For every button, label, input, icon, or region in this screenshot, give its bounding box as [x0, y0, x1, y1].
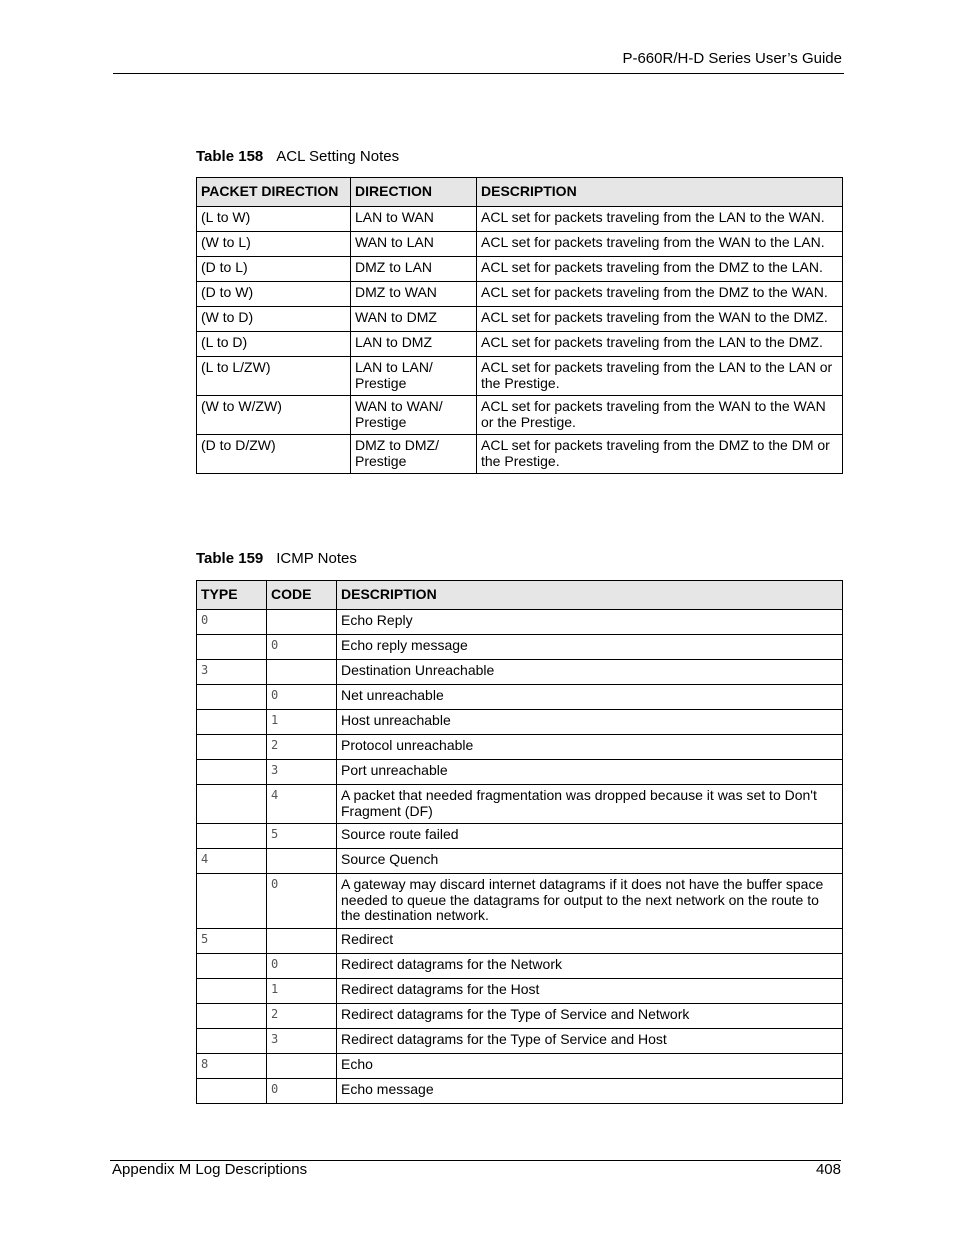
column-header: CODE — [267, 581, 337, 610]
table-header-row — [197, 178, 843, 207]
table-cell — [197, 874, 267, 929]
column-header: TYPE — [197, 581, 267, 610]
table-cell: 3 — [267, 760, 337, 785]
table-cell: WAN to DMZ — [351, 307, 477, 332]
table-cell: ACL set for packets traveling from the LAN to the DMZ. — [477, 332, 843, 357]
table-159-title: ICMP Notes — [276, 550, 357, 567]
table-cell: DMZ to WAN — [351, 282, 477, 307]
table-cell — [197, 635, 267, 660]
footer-page-number: 408 — [815, 1161, 841, 1178]
table-cell: ACL set for packets traveling from the DMZ to the LAN. — [477, 257, 843, 282]
table-row — [197, 735, 843, 760]
table-cell: 0 — [267, 953, 337, 978]
table-cell: 0 — [197, 610, 267, 635]
table-cell: (W to D) — [197, 307, 351, 332]
table-cell — [267, 1053, 337, 1078]
table-cell: LAN to LAN/ Prestige — [351, 357, 477, 396]
table-cell — [267, 610, 337, 635]
table-cell — [197, 953, 267, 978]
table-cell: 3 — [197, 660, 267, 685]
table-cell: ACL set for packets traveling from the LAN to the WAN. — [477, 207, 843, 232]
table-cell — [197, 1078, 267, 1103]
header-rule — [113, 73, 844, 74]
column-header: DESCRIPTION — [337, 581, 843, 610]
table-cell — [197, 1003, 267, 1028]
table-cell: LAN to DMZ — [351, 332, 477, 357]
table-row — [197, 307, 843, 332]
table-cell: Protocol unreachable — [337, 735, 843, 760]
table-cell: WAN to WAN/ Prestige — [351, 396, 477, 435]
table-cell: Destination Unreachable — [337, 660, 843, 685]
table-cell — [197, 1028, 267, 1053]
table-cell: Redirect datagrams for the Network — [337, 953, 843, 978]
table-row — [197, 282, 843, 307]
table-cell: (W to L) — [197, 232, 351, 257]
table-cell: ACL set for packets traveling from the WAN to the DMZ. — [477, 307, 843, 332]
table-row — [197, 849, 843, 874]
table-cell — [197, 735, 267, 760]
icmp-notes-table — [196, 580, 843, 1104]
table-cell: 5 — [197, 928, 267, 953]
table-cell — [267, 928, 337, 953]
table-cell: DMZ to DMZ/ Prestige — [351, 435, 477, 474]
table-row — [197, 978, 843, 1003]
table-cell: (L to D) — [197, 332, 351, 357]
table-cell: Redirect — [337, 928, 843, 953]
table-cell: 0 — [267, 635, 337, 660]
table-159-number: Table 159 — [196, 550, 264, 567]
acl-setting-notes-table — [196, 177, 843, 474]
table-cell — [197, 710, 267, 735]
table-cell: Redirect datagrams for the Host — [337, 978, 843, 1003]
table-cell: Echo Reply — [337, 610, 843, 635]
table-row — [197, 660, 843, 685]
table-cell: Net unreachable — [337, 685, 843, 710]
table-cell: 0 — [267, 874, 337, 929]
table-cell — [197, 785, 267, 824]
table-cell: 5 — [267, 824, 337, 849]
table-cell: (W to W/ZW) — [197, 396, 351, 435]
table-cell — [197, 685, 267, 710]
page-header-title: P-660R/H-D Series User’s Guide — [622, 50, 842, 67]
table-cell: ACL set for packets traveling from the DMZ to the DM or the Prestige. — [477, 435, 843, 474]
table-row — [197, 953, 843, 978]
table-cell: 4 — [197, 849, 267, 874]
table-row — [197, 1003, 843, 1028]
table-row — [197, 435, 843, 474]
table-row — [197, 396, 843, 435]
footer-section-title: Appendix M Log Descriptions — [112, 1161, 308, 1178]
table-158-number: Table 158 — [196, 148, 264, 165]
table-cell: (D to L) — [197, 257, 351, 282]
table-cell — [197, 760, 267, 785]
column-header: DESCRIPTION — [477, 178, 843, 207]
table-cell: (L to L/ZW) — [197, 357, 351, 396]
table-cell: Echo message — [337, 1078, 843, 1103]
table-cell: Source Quench — [337, 849, 843, 874]
table-row — [197, 874, 843, 929]
table-row — [197, 760, 843, 785]
table-row — [197, 710, 843, 735]
table-row — [197, 824, 843, 849]
table-cell: WAN to LAN — [351, 232, 477, 257]
table-159-caption — [196, 550, 357, 567]
table-cell — [197, 824, 267, 849]
table-row — [197, 685, 843, 710]
table-row — [197, 207, 843, 232]
table-row — [197, 357, 843, 396]
table-cell: 1 — [267, 978, 337, 1003]
table-cell: 8 — [197, 1053, 267, 1078]
table-cell: 0 — [267, 685, 337, 710]
table-cell: Port unreachable — [337, 760, 843, 785]
table-cell: Redirect datagrams for the Type of Service and Host — [337, 1028, 843, 1053]
table-row — [197, 610, 843, 635]
table-cell: ACL set for packets traveling from the WAN to the WAN or the Prestige. — [477, 396, 843, 435]
table-cell: ACL set for packets traveling from the LAN to the LAN or the Prestige. — [477, 357, 843, 396]
table-cell — [267, 660, 337, 685]
table-row — [197, 1053, 843, 1078]
table-row — [197, 1078, 843, 1103]
table-cell — [267, 849, 337, 874]
table-cell: (D to D/ZW) — [197, 435, 351, 474]
table-158-caption — [196, 148, 399, 165]
table-row — [197, 232, 843, 257]
table-cell — [197, 978, 267, 1003]
table-row — [197, 928, 843, 953]
column-header: DIRECTION — [351, 178, 477, 207]
table-cell: Source route failed — [337, 824, 843, 849]
table-row — [197, 1028, 843, 1053]
table-cell: (L to W) — [197, 207, 351, 232]
table-cell: 1 — [267, 710, 337, 735]
table-row — [197, 332, 843, 357]
table-cell: ACL set for packets traveling from the WAN to the LAN. — [477, 232, 843, 257]
table-cell: 2 — [267, 735, 337, 760]
table-cell: Redirect datagrams for the Type of Service and Network — [337, 1003, 843, 1028]
table-row — [197, 257, 843, 282]
table-cell: 0 — [267, 1078, 337, 1103]
table-row — [197, 635, 843, 660]
table-cell: ACL set for packets traveling from the DMZ to the WAN. — [477, 282, 843, 307]
table-cell: Host unreachable — [337, 710, 843, 735]
table-cell: DMZ to LAN — [351, 257, 477, 282]
column-header: PACKET DIRECTION — [197, 178, 351, 207]
table-row — [197, 785, 843, 824]
table-cell: Echo — [337, 1053, 843, 1078]
table-cell: LAN to WAN — [351, 207, 477, 232]
table-158-title: ACL Setting Notes — [276, 148, 400, 165]
table-cell: 4 — [267, 785, 337, 824]
table-cell: A gateway may discard internet datagrams if it does not have the buffer space needed to queue the datagrams for output to the next network on the route to the destination network. — [337, 874, 843, 929]
table-cell: 2 — [267, 1003, 337, 1028]
table-cell: (D to W) — [197, 282, 351, 307]
table-cell: Echo reply message — [337, 635, 843, 660]
table-cell: 3 — [267, 1028, 337, 1053]
table-cell: A packet that needed fragmentation was dropped because it was set to Don't Fragment (DF) — [337, 785, 843, 824]
table-header-row — [197, 581, 843, 610]
